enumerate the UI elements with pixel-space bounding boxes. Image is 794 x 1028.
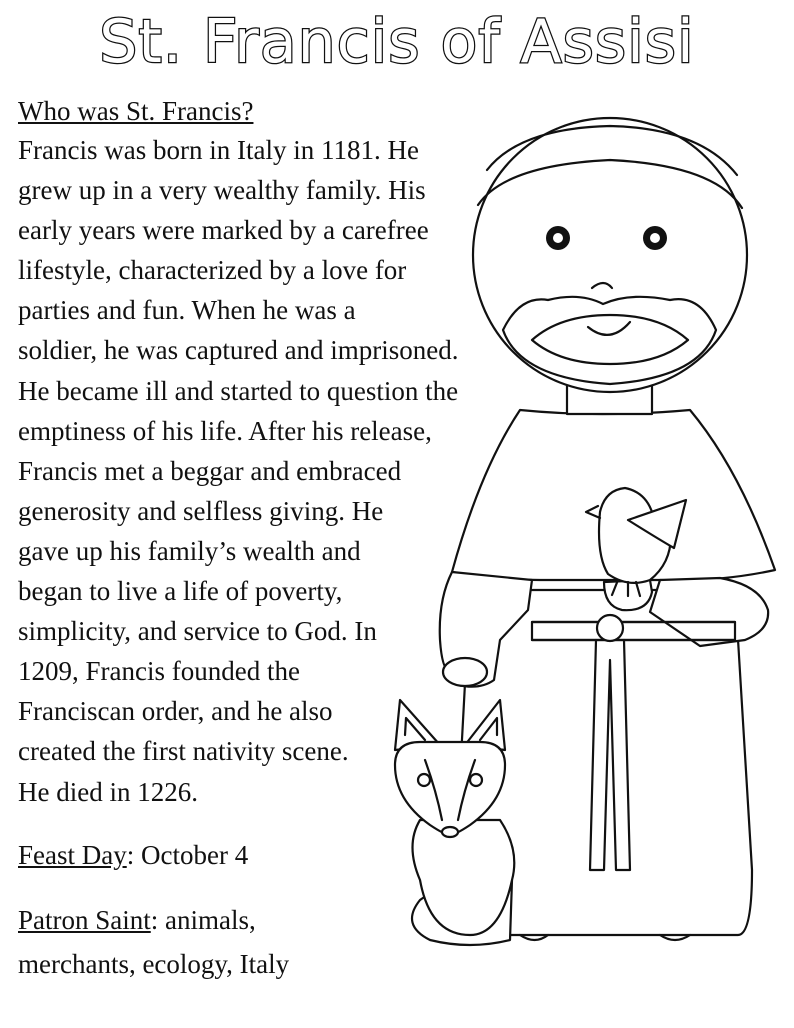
bio-line: created the first nativity scene.	[18, 736, 349, 767]
bio-line: began to live a life of poverty,	[18, 576, 343, 607]
bio-line: parties and fun. When he was a	[18, 295, 356, 326]
bio-line: gave up his family’s wealth and	[18, 535, 361, 566]
patron-saint	[18, 898, 289, 986]
fox-nose	[442, 827, 458, 837]
patron-saint-value: : animals,	[150, 905, 256, 935]
biography-paragraph	[18, 130, 518, 812]
page-title: St. Francis of Assisi	[99, 7, 695, 77]
bio-line: early years were marked by a carefree	[18, 215, 429, 246]
bio-line: Francis was born in Italy in 1181. He	[18, 135, 419, 165]
biography	[18, 92, 518, 812]
bio-line: generosity and selfless giving. He	[18, 495, 384, 526]
patron-saint-value-continued: merchants, ecology, Italy	[18, 949, 290, 979]
section-heading: Who was St. Francis?	[18, 96, 254, 126]
right-arm	[650, 578, 768, 646]
bio-line: emptiness of his life. After his release,	[18, 415, 432, 446]
bio-line: He died in 1226.	[18, 776, 198, 807]
bio-line: simplicity, and service to God. In	[18, 616, 377, 647]
bio-line: Franciscan order, and he also	[18, 696, 333, 727]
feast-day-value: : October 4	[126, 840, 249, 870]
bio-line: 1209, Francis founded the	[18, 656, 300, 687]
bio-line: He became ill and started to question the	[18, 375, 459, 406]
bio-line: soldier, he was captured and imprisoned.	[18, 335, 459, 366]
rope-cord	[590, 640, 630, 870]
belt-knot	[597, 615, 623, 641]
patron-saint-label: Patron Saint	[18, 905, 151, 935]
feast-day-label: Feast Day	[18, 840, 127, 870]
bio-line: lifestyle, characterized by a love for	[18, 255, 407, 286]
feast-day	[18, 835, 248, 875]
bio-line: Francis met a beggar and embraced	[18, 455, 402, 486]
bio-line: grew up in a very wealthy family. His	[18, 175, 426, 206]
